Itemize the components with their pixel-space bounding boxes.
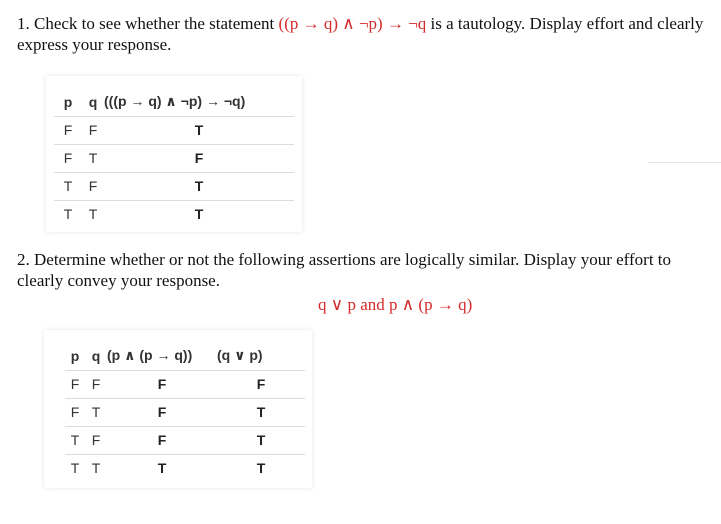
table1-cell-p: T [54,172,82,200]
question-1-expression: ((p → q) ∧ ¬p) → ¬q [278,14,427,33]
table2-cell-p: T [65,454,85,482]
table-row [54,144,294,172]
truth-table-1 [46,76,302,232]
divider [648,162,721,163]
table2-cell-p: F [65,398,85,426]
table2-cell-p: T [65,426,85,454]
table-row [65,454,305,482]
table2-cell-b: F [217,370,305,398]
table1-cell-result: T [104,200,294,228]
table1-header-p: p [63,93,73,110]
table-row [65,426,305,454]
table1-cell-q: T [82,200,104,228]
table2-cell-a: F [107,370,217,398]
question-1-prefix: 1. Check to see whether the statement [17,14,279,33]
question-1-suffix: is a tautology. Display effort and clearly express your response. [17,14,704,54]
table1-header-q: q [88,93,98,110]
table1-cell-result: F [104,144,294,172]
question-2-expression: q ∨ p and p ∧ (p → q) [318,295,473,314]
table2-cell-p: F [65,370,85,398]
table2-cell-a: T [107,454,217,482]
table1-cell-q: F [82,116,104,144]
table2-header-p: p [70,347,80,364]
table2-cell-b: T [217,398,305,426]
table2-cell-a: F [107,398,217,426]
question-2: 2. Determine whether or not the following assertions are logically similar. Display your effort to clearly convey your response. [17,250,672,290]
question-1 [17,13,707,55]
table1-cell-result: T [104,172,294,200]
table1-cell-q: T [82,144,104,172]
table1-cell-p: T [54,200,82,228]
table2-header-expression-b: (q ∨ p) [217,347,263,364]
table-row [65,370,305,398]
table1-cell-result: T [104,116,294,144]
table2-cell-b: T [217,426,305,454]
table1-cell-p: F [54,144,82,172]
table-row [54,172,294,200]
table-row [65,398,305,426]
table2-cell-q: F [85,426,107,454]
table-row [54,116,294,144]
table2-header-q: q [91,347,101,364]
table1-cell-q: F [82,172,104,200]
table2-cell-b: T [217,454,305,482]
table2-cell-q: T [85,398,107,426]
table2-cell-q: F [85,370,107,398]
table2-header-expression-a: (p ∧ (p → q)) [107,347,193,364]
table2-cell-q: T [85,454,107,482]
table1-header-expression: (((p → q) ∧ ¬p) → ¬q) [104,93,246,110]
table2-cell-a: F [107,426,217,454]
table-row [54,200,294,228]
table1-cell-p: F [54,116,82,144]
truth-table-2 [44,330,312,488]
